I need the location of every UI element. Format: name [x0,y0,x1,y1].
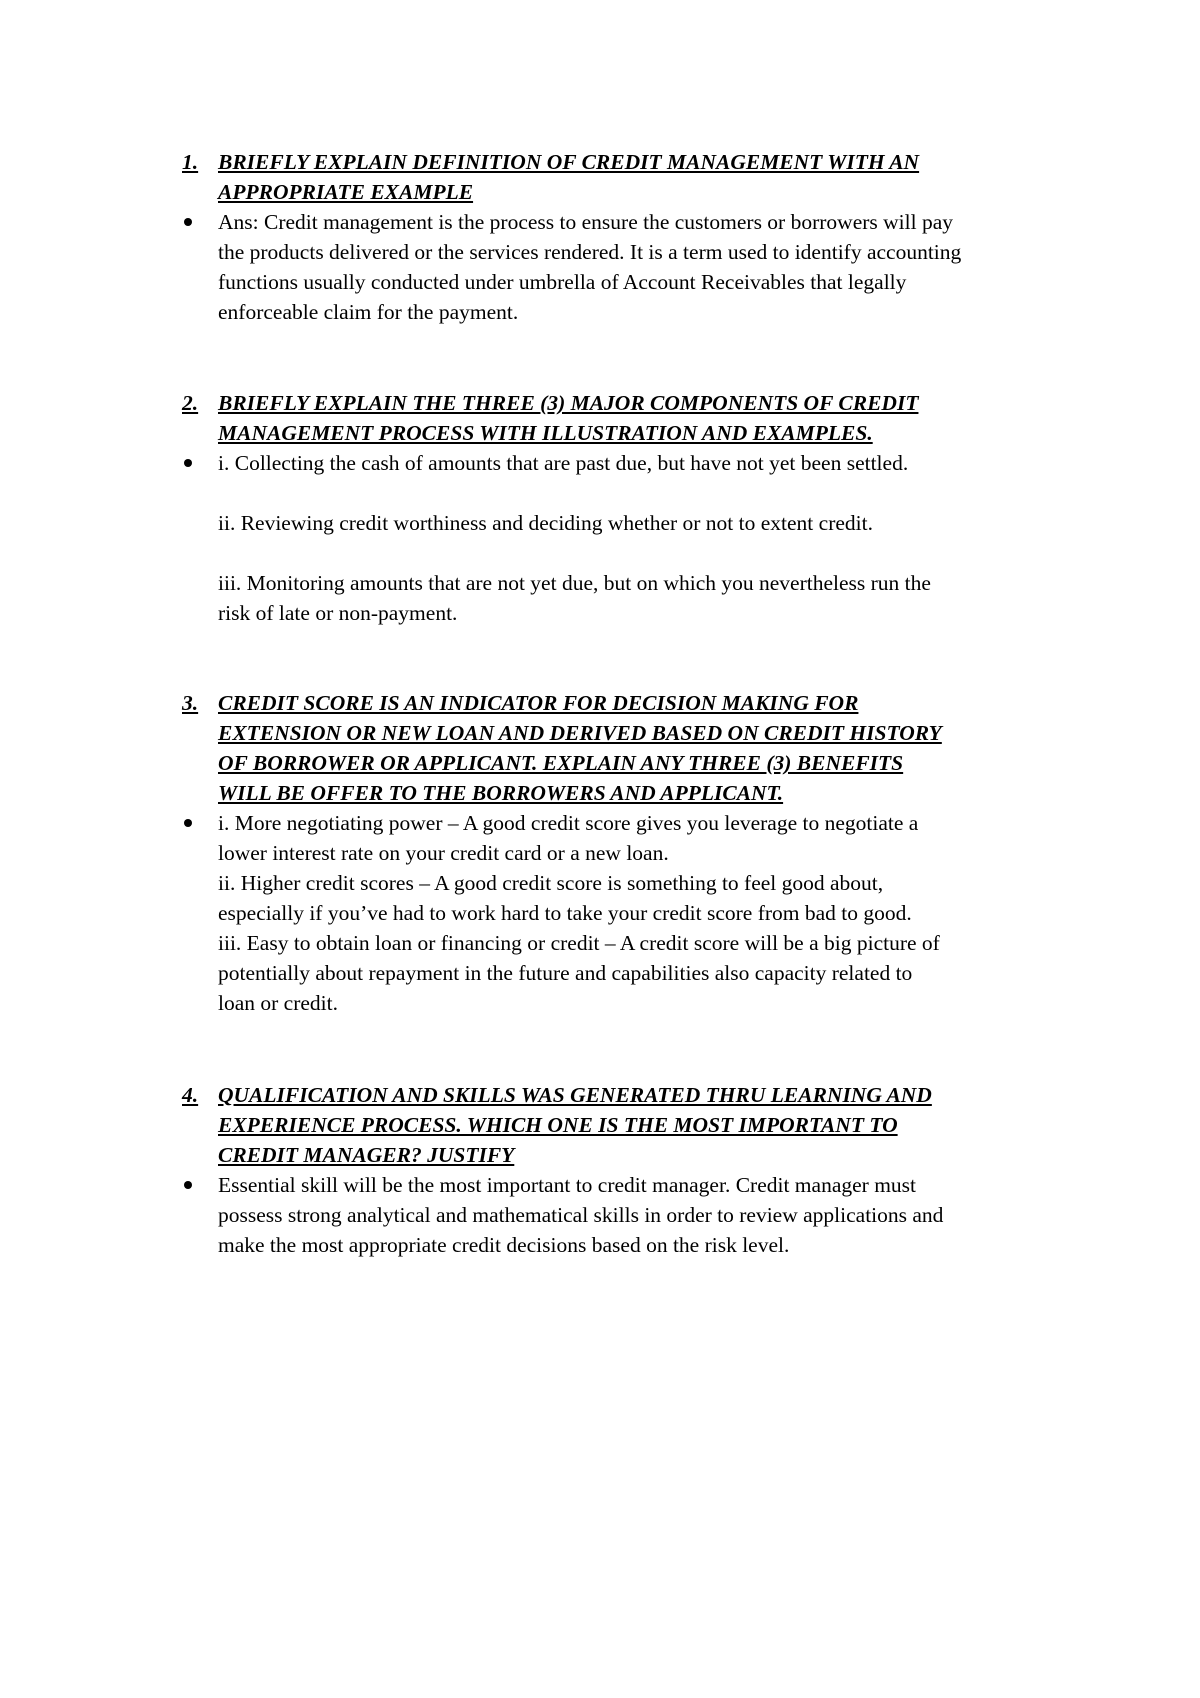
question-heading [0,388,1200,448]
question-number: 4. [182,1083,199,1107]
question-text: BRIEFLY EXPLAIN DEFINITION OF CREDIT MANAGEMENT WITH AN APPROPRIATE EXAMPLE [218,150,920,204]
question-4 [0,1080,1200,1260]
question-number: 2. [182,391,199,415]
question-2 [0,388,1200,628]
question-1 [0,147,1200,327]
answer-text: Ans: Credit management is the process to ensure the customers or borrowers will pay the products delivered or the services rendered. It is a term used to identify accounting functions usually conducted under umbrella of Account Receivables that legally enforceable claim for the payment. [218,210,962,324]
question-text: BRIEFLY EXPLAIN THE THREE (3) MAJOR COMPONENTS OF CREDIT MANAGEMENT PROCESS WITH ILLUSTRATION AND EXAMPLES. [218,391,919,445]
bullet-icon [184,819,192,827]
question-text: QUALIFICATION AND SKILLS WAS GENERATED THRU LEARNING AND EXPERIENCE PROCESS. WHICH ONE IS THE MOST IMPORTANT TO CREDIT MANAGER? JUSTIFY [218,1083,932,1167]
answer-item [0,1170,1200,1260]
answer-text: i. More negotiating power – A good credit score gives you leverage to negotiate a lower interest rate on your credit card or a new loan. ii. Higher credit scores – A good credit score is something to feel good about, especially if you’ve had to work hard to take your credit score from bad to good. iii. Easy to obtain loan or financing or credit – A credit score will be a big picture of potentially about repayment in the future and capabilities also capacity related to loan or credit. [218,811,940,1015]
question-text: CREDIT SCORE IS AN INDICATOR FOR DECISION MAKING FOR EXTENSION OR NEW LOAN AND DERIVED BASED ON CREDIT HISTORY OF BORROWER OR APPLICANT. EXPLAIN ANY THREE (3) BENEFITS WILL BE OFFER TO THE BORROWERS AND APPLICANT. [218,691,942,805]
question-number: 1. [182,150,199,174]
answer-text: i. Collecting the cash of amounts that are past due, but have not yet been settled. ii. Reviewing credit worthiness and deciding whether or not to extent credit. iii. Monitoring amounts that are not yet due, but on which you nevertheless run the risk of late or non-payment. [218,451,931,625]
answer-item [0,207,1200,327]
question-3 [0,688,1200,1018]
question-heading [0,688,1200,808]
answer-text: Essential skill will be the most important to credit manager. Credit manager must possess strong analytical and mathematical skills in order to review applications and make the most appropriate credit decisions based on the risk level. [218,1173,944,1257]
question-number: 3. [182,691,199,715]
bullet-icon [184,459,192,467]
question-heading [0,147,1200,207]
bullet-icon [184,218,192,226]
answer-item [0,448,1200,628]
answer-item [0,808,1200,1018]
bullet-icon [184,1181,192,1189]
question-heading [0,1080,1200,1170]
